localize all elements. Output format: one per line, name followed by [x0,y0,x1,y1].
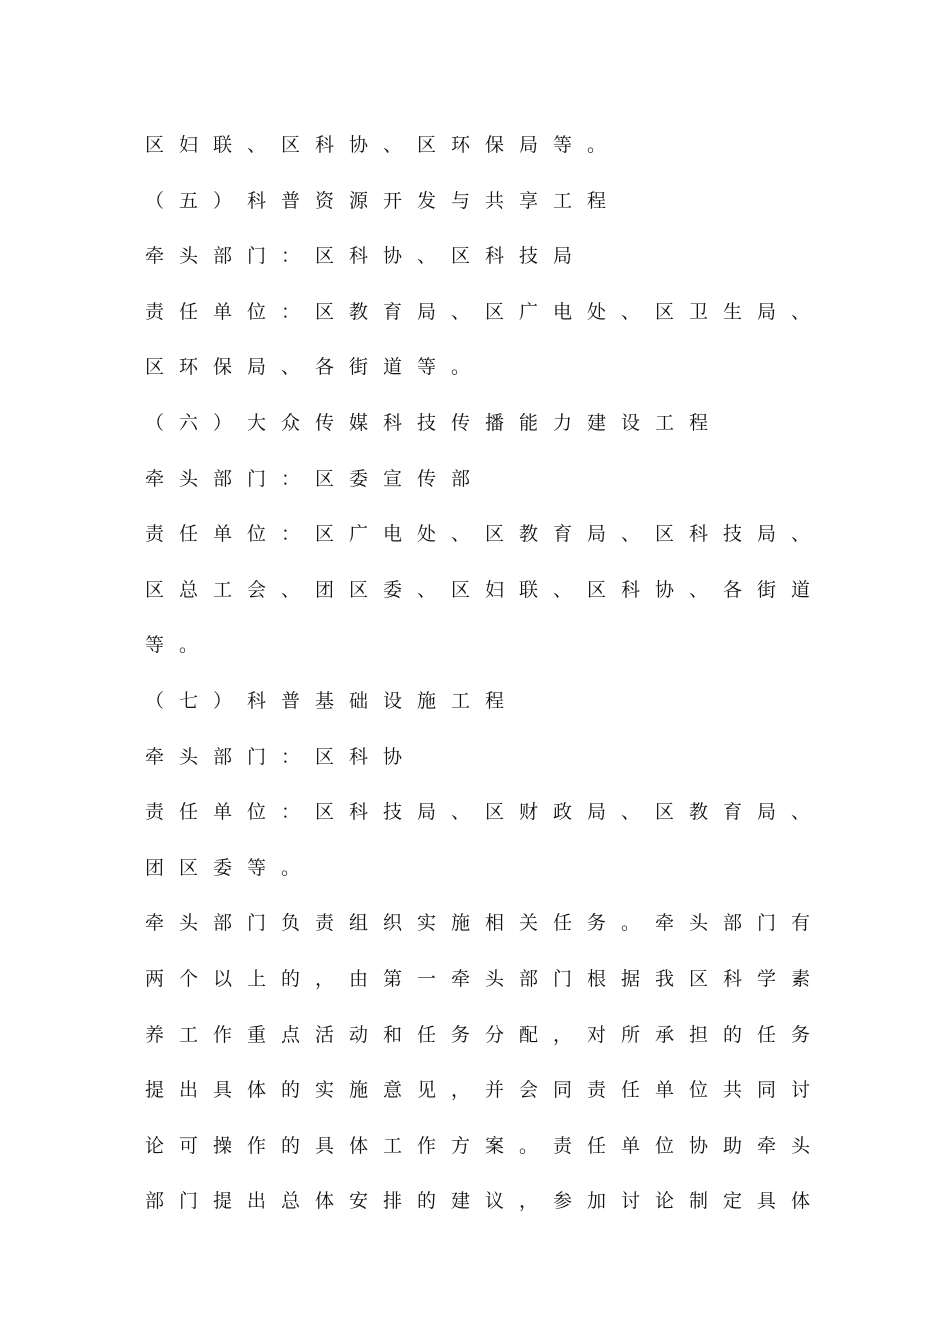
paragraph-line: 论 可 操 作 的 具 体 工 作 方 案 。 责 任 单 位 协 助 牵 头 [145,1134,811,1157]
text-line: 牵 头 部 门 ： 区 科 协 、 区 科 技 局 [145,245,573,268]
text-line: 区 环 保 局 、 各 街 道 等 。 [145,356,471,379]
text-line: 责 任 单 位 ： 区 教 育 局 、 区 广 电 处 、 区 卫 生 局 、 [145,300,811,323]
section-heading-5: （ 五 ） 科 普 资 源 开 发 与 共 享 工 程 [145,189,607,212]
document-body [145,127,817,1239]
text-line: 牵 头 部 门 ： 区 委 宣 传 部 [145,467,471,490]
text-line: 责 任 单 位 ： 区 广 电 处 、 区 教 育 局 、 区 科 技 局 、 [145,523,811,546]
text-line: 等 。 [145,634,199,657]
text-line: 责 任 单 位 ： 区 科 技 局 、 区 财 政 局 、 区 教 育 局 、 [145,801,811,824]
paragraph-line: 养 工 作 重 点 活 动 和 任 务 分 配 ， 对 所 承 担 的 任 务 [145,1023,811,1046]
paragraph-line: 部 门 提 出 总 体 安 排 的 建 议 ， 参 加 讨 论 制 定 具 体 [145,1190,811,1213]
paragraph-line: 牵 头 部 门 负 责 组 织 实 施 相 关 任 务 。 牵 头 部 门 有 [145,912,811,935]
paragraph-line: 提 出 具 体 的 实 施 意 见 ， 并 会 同 责 任 单 位 共 同 讨 [145,1079,811,1102]
text-line: 团 区 委 等 。 [145,856,301,879]
paragraph-line: 两 个 以 上 的 ， 由 第 一 牵 头 部 门 根 据 我 区 科 学 素 [145,967,811,990]
text-line: 区 总 工 会 、 团 区 委 、 区 妇 联 、 区 科 协 、 各 街 道 [145,578,811,601]
text-line: 区 妇 联 、 区 科 协 、 区 环 保 局 等 。 [145,134,607,156]
section-heading-6: （ 六 ） 大 众 传 媒 科 技 传 播 能 力 建 设 工 程 [145,411,709,434]
text-line: 牵 头 部 门 ： 区 科 协 [145,745,403,768]
section-heading-7: （ 七 ） 科 普 基 础 设 施 工 程 [145,689,505,712]
